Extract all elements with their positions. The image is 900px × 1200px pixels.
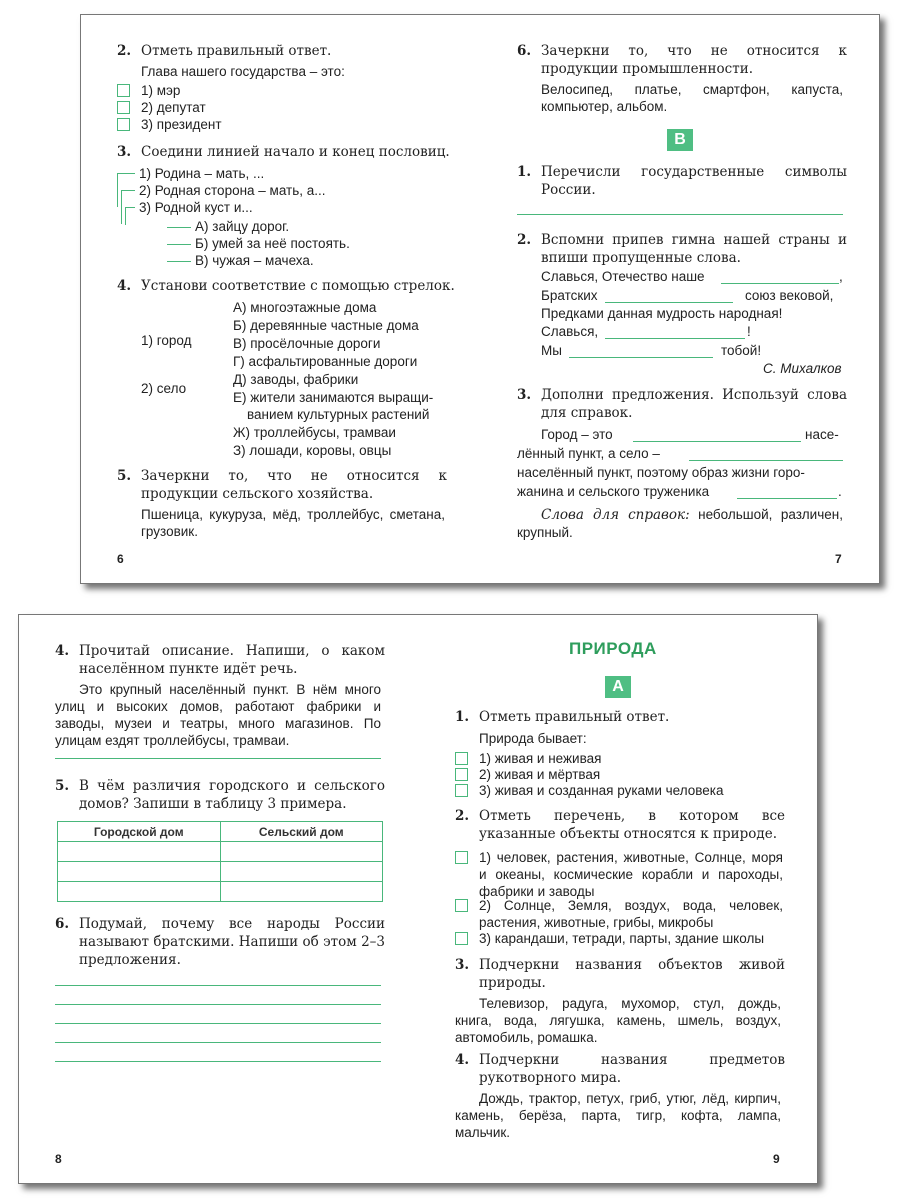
answer-checkbox[interactable] <box>117 118 130 131</box>
level-badge: А <box>605 676 631 698</box>
answer-checkbox[interactable] <box>455 899 468 912</box>
question-text: Отметь правильный ответ. <box>141 43 332 59</box>
question-2 <box>517 231 847 267</box>
feature-item: Д) заводы, фабрики <box>233 372 359 387</box>
answer-checkbox[interactable] <box>455 932 468 945</box>
question-number: 3. <box>517 387 532 403</box>
answer-checkbox[interactable] <box>455 768 468 781</box>
answer-line[interactable] <box>55 1023 381 1024</box>
spread-pages-6-7 <box>80 14 880 584</box>
question-text: Соедини линией начало и конец пословиц. <box>141 144 450 160</box>
answer-line[interactable] <box>55 1042 381 1043</box>
feature-item: Е) жители занимаются выращи- <box>233 390 434 405</box>
settlement-type: 2) село <box>141 381 187 396</box>
sentence-text: жанина и сельского труженика <box>517 484 710 499</box>
question-3 <box>517 386 847 422</box>
question-text: В чём различия городского и сельского домов? Запиши в таблицу 3 примера. <box>79 778 385 812</box>
question-prompt: Природа бывает: <box>479 731 587 746</box>
answer-option: 3) президент <box>141 117 222 132</box>
column-header: Сельский дом <box>220 822 383 842</box>
punctuation: . <box>838 484 842 499</box>
comparison-table <box>57 821 383 902</box>
fill-blank[interactable] <box>633 441 801 442</box>
question-4 <box>117 277 457 295</box>
word-list: Дождь, трактор, петух, гриб, утюг, лёд, кирпич, камень, берёза, парта, тигр, кофта, лампа, мальчик. <box>455 1091 781 1140</box>
feature-item: ванием культурных растений <box>247 407 430 422</box>
question-3 <box>117 143 457 161</box>
question-text: Зачеркни то, что не относится к продукции сельского хозяйства. <box>141 468 447 502</box>
page-number: 9 <box>773 1152 780 1166</box>
answer-option: 3) живая и созданная руками человека <box>479 783 724 798</box>
question-3 <box>455 956 785 992</box>
proverb-end: Б) умей за неё постоять. <box>195 236 350 251</box>
answer-line[interactable] <box>55 1061 381 1062</box>
question-number: 3. <box>117 144 132 160</box>
sentence-text: насе- <box>805 427 839 442</box>
connector-bracket <box>125 207 135 225</box>
table-cell[interactable] <box>58 882 221 902</box>
settlement-type: 1) город <box>141 333 192 348</box>
question-5 <box>55 777 385 813</box>
question-4 <box>455 1051 785 1087</box>
question-text: Отметь перечень, в котором все указанные объекты относятся к природе. <box>479 808 785 842</box>
question-1 <box>517 163 847 199</box>
answer-checkbox[interactable] <box>455 784 468 797</box>
question-4 <box>55 642 385 678</box>
level-badge: В <box>667 129 693 151</box>
question-text: Прочитай описание. Напиши, о каком населённом пункте идёт речь. <box>79 643 385 677</box>
connector-line <box>167 227 191 228</box>
answer-option: 1) человек, растения, животные, Солнце, моря и океаны, космические корабли и пароходы, фабрики и заводы <box>479 850 783 899</box>
page-9 <box>419 615 819 1183</box>
question-number: 2. <box>517 232 532 248</box>
question-text: Подчеркни названия объектов живой природы. <box>479 957 785 991</box>
answer-line[interactable] <box>55 758 381 759</box>
answer-option: 2) Солнце, Земля, воздух, вода, человек, растения, животные, грибы, микробы <box>479 898 783 930</box>
hint-label: Слова для справок: <box>541 507 690 523</box>
question-text: Перечисли государственные символы России. <box>541 164 847 198</box>
question-1 <box>455 708 785 726</box>
table-cell[interactable] <box>58 862 221 882</box>
answer-option: 1) живая и неживая <box>479 751 602 766</box>
question-2 <box>455 807 785 843</box>
page-number: 8 <box>55 1152 62 1166</box>
question-text: Подчеркни названия предметов рукотворного мира. <box>479 1052 785 1086</box>
question-text: Установи соответствие с помощью стрелок. <box>141 278 455 294</box>
hint-words: небольшой, различен, крупный. <box>517 507 843 540</box>
fill-blank[interactable] <box>737 498 837 499</box>
column-header: Городской дом <box>58 822 221 842</box>
answer-checkbox[interactable] <box>117 84 130 97</box>
word-list: Пшеница, кукуруза, мёд, троллейбус, сметана, грузовик. <box>141 507 445 539</box>
table-cell[interactable] <box>220 862 383 882</box>
fill-blank[interactable] <box>605 302 733 303</box>
question-number: 2. <box>455 808 470 824</box>
question-number: 6. <box>517 43 532 59</box>
feature-item: А) многоэтажные дома <box>233 300 377 315</box>
section-title: ПРИРОДА <box>569 639 657 658</box>
connector-line <box>167 261 191 262</box>
anthem-line: Славься, Отечество наше <box>541 269 705 284</box>
connector-line <box>167 244 191 245</box>
anthem-line: Братских <box>541 288 598 303</box>
question-text: Подумай, почему все народы России называют братскими. Напиши об этом 2–3 предложения. <box>79 916 385 968</box>
punctuation: ! <box>747 324 751 339</box>
answer-option: 1) мэр <box>141 83 181 98</box>
feature-item: Ж) троллейбусы, трамваи <box>233 425 396 440</box>
question-number: 3. <box>455 957 470 973</box>
anthem-line: Мы <box>541 343 562 358</box>
question-6 <box>55 915 385 969</box>
question-number: 6. <box>55 916 70 932</box>
answer-line[interactable] <box>55 1004 381 1005</box>
fill-blank[interactable] <box>689 460 843 461</box>
page-number: 6 <box>117 552 124 566</box>
punctuation: , <box>839 269 843 284</box>
proverb-start: 3) Родной куст и... <box>139 200 253 215</box>
feature-item: Г) асфальтированные дороги <box>233 354 418 369</box>
answer-option: 2) депутат <box>141 100 206 115</box>
question-prompt: Глава нашего государства – это: <box>141 64 345 79</box>
word-list: Телевизор, радуга, мухомор, стул, дождь, книга, вода, лягушка, камень, шмель, воздух, автомобиль, ромашка. <box>455 996 781 1045</box>
feature-item: Б) деревянные частные дома <box>233 318 419 333</box>
question-text: Дополни предложения. Используй слова для справок. <box>541 387 847 421</box>
question-text: Вспомни припев гимна нашей страны и впиши пропущенные слова. <box>541 232 847 266</box>
question-5 <box>117 467 447 503</box>
sentence-text: населённый пункт, поэтому образ жизни горо- <box>517 465 805 480</box>
answer-checkbox[interactable] <box>455 752 468 765</box>
question-number: 4. <box>55 643 70 659</box>
answer-option: 2) живая и мёртвая <box>479 767 601 782</box>
question-number: 1. <box>455 709 470 725</box>
proverb-end: А) зайцу дорог. <box>195 219 290 234</box>
answer-option: 3) карандаши, тетради, парты, здание школы <box>479 931 765 946</box>
question-number: 2. <box>117 43 132 59</box>
fill-blank[interactable] <box>605 338 745 339</box>
feature-item: З) лошади, коровы, овцы <box>233 443 392 458</box>
answer-line[interactable] <box>517 214 843 215</box>
page-6 <box>81 15 481 583</box>
proverb-start: 2) Родная сторона – мать, а... <box>139 183 326 198</box>
anthem-line: тобой! <box>721 343 762 358</box>
question-2 <box>117 42 457 60</box>
anthem-line: Славься, <box>541 324 599 339</box>
page-number: 7 <box>835 552 842 566</box>
table-cell[interactable] <box>58 842 221 862</box>
fill-blank[interactable] <box>721 283 839 284</box>
table-cell[interactable] <box>220 842 383 862</box>
question-number: 1. <box>517 164 532 180</box>
feature-item: В) просёлочные дороги <box>233 336 381 351</box>
question-number: 5. <box>117 468 132 484</box>
word-hint <box>517 506 843 542</box>
proverb-end: В) чужая – мачеха. <box>195 253 314 268</box>
sentence-text: лённый пункт, а село – <box>517 446 660 461</box>
answer-checkbox[interactable] <box>117 101 130 114</box>
page-7 <box>481 15 881 583</box>
answer-line[interactable] <box>55 985 381 986</box>
spread-pages-8-9 <box>18 614 818 1184</box>
question-text: Зачеркни то, что не относится к продукции промышленности. <box>541 43 847 77</box>
page-8 <box>19 615 419 1183</box>
question-text: Отметь правильный ответ. <box>479 709 670 725</box>
description-text: Это крупный населённый пункт. В нём много улиц и высоких домов, работают фабрики и заводы, музеи и театры, много магазинов. По улицам ездят троллейбусы, трамваи. <box>55 682 381 748</box>
question-number: 4. <box>117 278 132 294</box>
sentence-text: Город – это <box>541 427 613 442</box>
table-cell[interactable] <box>220 882 383 902</box>
word-list: Велосипед, платье, смартфон, капуста, компьютер, альбом. <box>541 82 843 114</box>
answer-checkbox[interactable] <box>455 851 468 864</box>
author-name: С. Михалков <box>763 361 842 376</box>
fill-blank[interactable] <box>569 357 713 358</box>
anthem-line: союз вековой, <box>745 288 834 303</box>
anthem-line: Предками данная мудрость народная! <box>541 306 783 321</box>
question-number: 5. <box>55 778 70 794</box>
proverb-start: 1) Родина – мать, ... <box>139 166 265 181</box>
question-number: 4. <box>455 1052 470 1068</box>
question-6 <box>517 42 847 78</box>
